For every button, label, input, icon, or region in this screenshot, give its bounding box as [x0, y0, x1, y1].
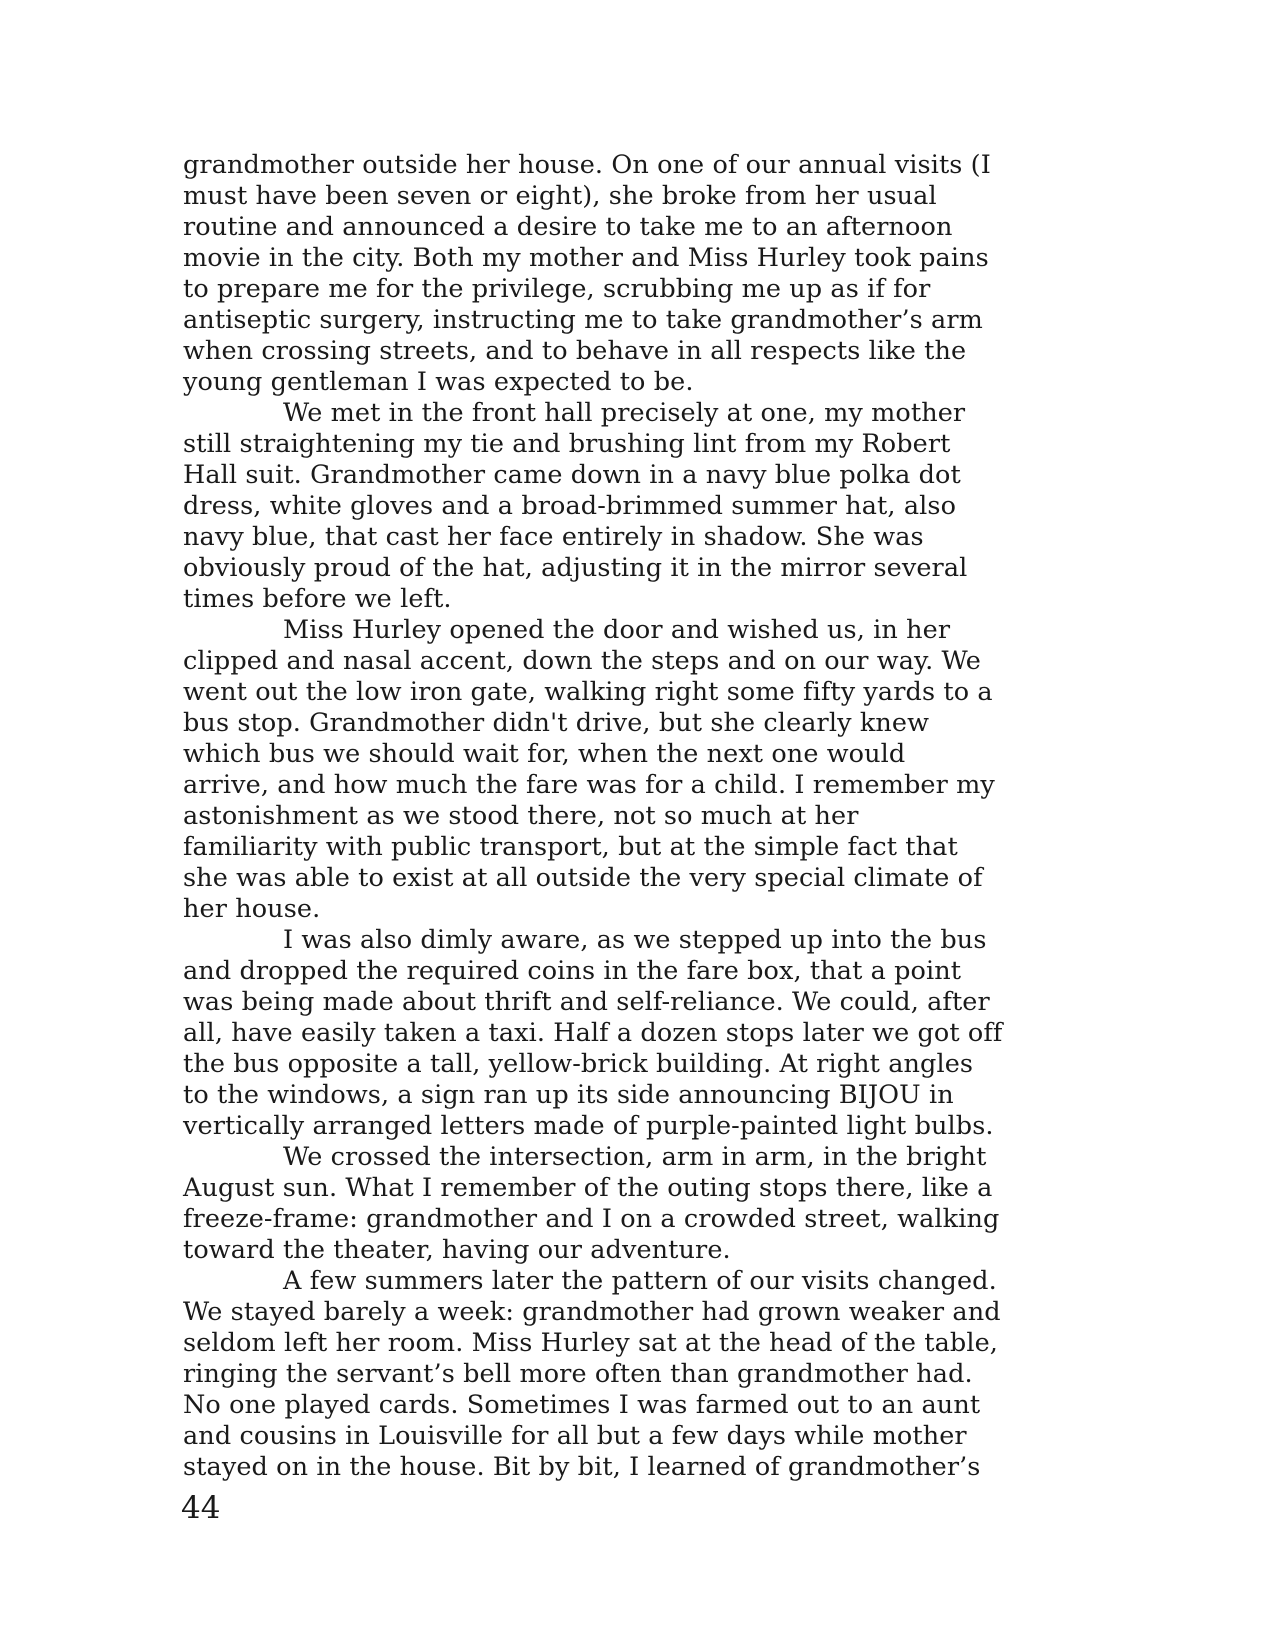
text-line: arrive, and how much the fare was for a child. I remember my — [183, 770, 995, 800]
paragraph-start-line: A few summers later the pattern of our visits changed. — [283, 1266, 997, 1296]
paragraph-start-line: I was also dimly aware, as we stepped up into the bus — [283, 925, 987, 955]
text-line: to the windows, a sign ran up its side announcing BIJOU in — [183, 1080, 954, 1110]
text-line: dress, white gloves and a broad-brimmed summer hat, also — [183, 491, 957, 521]
text-line: must have been seven or eight), she broke from her usual — [183, 181, 937, 211]
text-line: young gentleman I was expected to be. — [183, 367, 694, 397]
text-line: ringing the servant’s bell more often than grandmother had. — [183, 1359, 973, 1389]
paragraph-start-line: We crossed the intersection, arm in arm, in the bright — [283, 1142, 987, 1172]
text-line: and cousins in Louisville for all but a few days while mother — [183, 1421, 967, 1451]
text-line: she was able to exist at all outside the very special climate of — [183, 863, 983, 893]
text-line: Hall suit. Grandmother came down in a navy blue polka dot — [183, 460, 961, 490]
text-line: when crossing streets, and to behave in all respects like the — [183, 336, 967, 366]
text-line: grandmother outside her house. On one of our annual visits (I — [183, 150, 991, 180]
text-line: freeze-frame: grandmother and I on a crowded street, walking — [183, 1204, 1000, 1234]
text-line: movie in the city. Both my mother and Miss Hurley took pains — [183, 243, 989, 273]
text-line: We stayed barely a week: grandmother had grown weaker and — [183, 1297, 1001, 1327]
page-number: 44 — [181, 1490, 221, 1526]
text-line: went out the low iron gate, walking right some fifty yards to a — [183, 677, 993, 707]
text-line: bus stop. Grandmother didn't drive, but she clearly knew — [183, 708, 930, 738]
text-line: the bus opposite a tall, yellow-brick building. At right angles — [183, 1049, 974, 1079]
text-line: vertically arranged letters made of purple-painted light bulbs. — [183, 1111, 994, 1141]
text-line: still straightening my tie and brushing lint from my Robert — [183, 429, 951, 459]
text-line: and dropped the required coins in the fare box, that a point — [183, 956, 962, 986]
text-line: stayed on in the house. Bit by bit, I learned of grandmother’s — [183, 1452, 981, 1482]
text-line: which bus we should wait for, when the next one would — [183, 739, 906, 769]
text-line: No one played cards. Sometimes I was farmed out to an aunt — [183, 1390, 981, 1420]
text-line: routine and announced a desire to take me to an afternoon — [183, 212, 953, 242]
text-line: familiarity with public transport, but at the simple fact that — [183, 832, 958, 862]
text-line: her house. — [183, 894, 321, 924]
text-line: navy blue, that cast her face entirely in shadow. She was — [183, 522, 924, 552]
text-line: August sun. What I remember of the outing stops there, like a — [183, 1173, 993, 1203]
text-line: all, have easily taken a taxi. Half a dozen stops later we got off — [183, 1018, 1003, 1048]
text-line: toward the theater, having our adventure. — [183, 1235, 731, 1265]
text-line: seldom left her room. Miss Hurley sat at the head of the table, — [183, 1328, 998, 1358]
text-line: antiseptic surgery, instructing me to take grandmother’s arm — [183, 305, 983, 335]
text-line: was being made about thrift and self-reliance. We could, after — [183, 987, 990, 1017]
text-line: times before we left. — [183, 584, 452, 614]
paragraph-start-line: Miss Hurley opened the door and wished us, in her — [283, 615, 951, 645]
text-line: to prepare me for the privilege, scrubbing me up as if for — [183, 274, 931, 304]
text-line: obviously proud of the hat, adjusting it in the mirror several — [183, 553, 968, 583]
body-text — [183, 150, 1083, 1483]
text-line: clipped and nasal accent, down the steps and on our way. We — [183, 646, 981, 676]
paragraph-start-line: We met in the front hall precisely at one, my mother — [283, 398, 966, 428]
text-line: astonishment as we stood there, not so much at her — [183, 801, 859, 831]
